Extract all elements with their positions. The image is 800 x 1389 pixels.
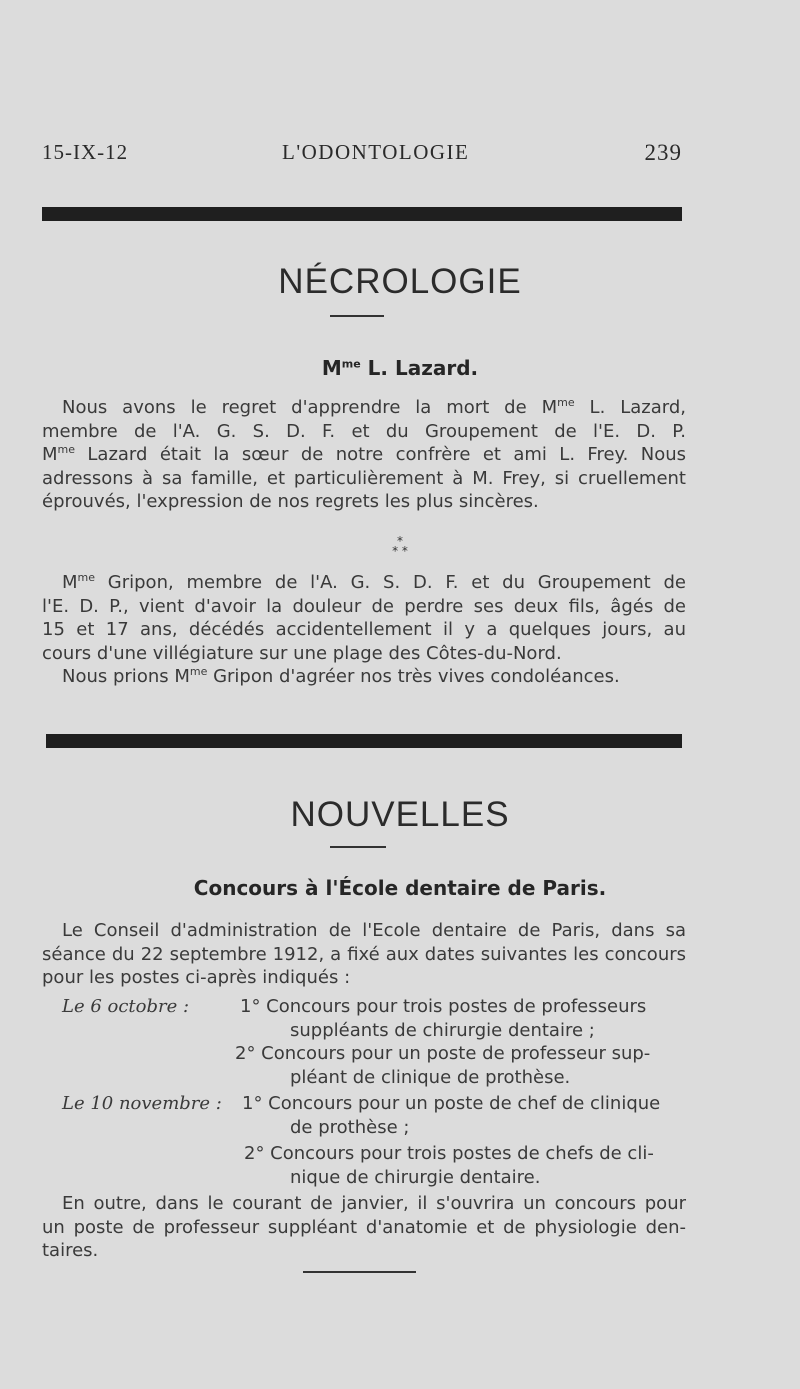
end-rule bbox=[303, 1271, 416, 1273]
schedule-item-1: 1° Concours pour trois postes de professeurs bbox=[240, 996, 647, 1017]
necrologie-title-underline bbox=[330, 315, 384, 317]
asterism-bottom: * * bbox=[392, 544, 408, 558]
schedule-entry-4 bbox=[62, 1142, 686, 1189]
para2-line-5: Nous prions $M^{me}$ Gripon d'agréer nos très vives condoléances. bbox=[62, 665, 620, 687]
section-divider-top bbox=[42, 207, 682, 221]
para1-line-1: Nous avons le regret d'apprendre la mort de $M^{me}$ L. Lazard, bbox=[62, 396, 686, 418]
schedule-item-2-cont: pléant de clinique de prothèse. bbox=[290, 1066, 571, 1088]
asterism-top: * bbox=[397, 534, 403, 548]
para1-line-4: adressons à sa famille, et particulièrement à M. Frey, si cruellement bbox=[42, 467, 686, 489]
running-header bbox=[42, 140, 682, 170]
schedule-item-2: 2° Concours pour un poste de professeur sup- bbox=[235, 1043, 651, 1064]
necrologie-subtitle bbox=[0, 356, 800, 380]
nouvelles-title-underline bbox=[330, 846, 386, 848]
intro-line-3: pour les postes ci-après indiqués : bbox=[42, 967, 351, 988]
nouvelles-intro bbox=[42, 919, 686, 990]
schedule-entry-3 bbox=[62, 1092, 686, 1139]
para1-line-2: membre de l'A. G. S. D. F. et du Groupement de l'E. D. P. bbox=[42, 420, 686, 442]
nouvelles-outro bbox=[42, 1192, 686, 1263]
schedule-item-4: 2° Concours pour trois postes de chefs de cli- bbox=[244, 1143, 654, 1164]
schedule-item-3: 1° Concours pour un poste de chef de clinique bbox=[242, 1093, 661, 1114]
schedule-entry-2 bbox=[62, 1042, 686, 1089]
para2-line-3: 15 et 17 ans, décédés accidentellement il y a quelques jours, au bbox=[42, 619, 686, 640]
outro-line-2: un poste de professeur suppléant d'anatomie et de physiologie den- bbox=[42, 1216, 686, 1238]
para1-line-3: $M^{me}$ Lazard était la sœur de notre confrère et ami L. Frey. Nous bbox=[42, 443, 686, 465]
schedule-item-3-cont: de prothèse ; bbox=[290, 1116, 410, 1138]
para2-line-2: l'E. D. P., vient d'avoir la douleur de perdre ses deux fils, âgés de bbox=[42, 595, 686, 617]
necrologie-paragraph-2 bbox=[42, 571, 686, 689]
necrologie-paragraph-1 bbox=[42, 396, 686, 514]
para2-line-1: $M^{me}$ Gripon, membre de l'A. G. S. D. F. et du Groupement de bbox=[62, 571, 686, 593]
nouvelles-title: NOUVELLES bbox=[290, 795, 510, 834]
intro-line-2: séance du 22 septembre 1912, a fixé aux dates suivantes les concours bbox=[42, 943, 686, 965]
schedule-entry-1 bbox=[62, 995, 686, 1042]
subtitle-prefix: M bbox=[321, 356, 342, 380]
schedule-item-4-cont: nique de chirurgie dentaire. bbox=[290, 1166, 541, 1188]
header-page-number: 239 bbox=[644, 140, 682, 165]
nouvelles-subtitle: Concours à l'École dentaire de Paris. bbox=[193, 876, 607, 900]
asterism bbox=[0, 536, 800, 556]
para1-line-5: éprouvés, l'expression de nos regrets les plus sincères. bbox=[42, 491, 539, 512]
header-journal-title: L'ODONTOLOGIE bbox=[282, 140, 470, 164]
subtitle-sup: me bbox=[341, 357, 361, 371]
section-divider-middle bbox=[46, 734, 682, 748]
para2-line-4: cours d'une villégiature sur une plage des Côtes-du-Nord. bbox=[42, 642, 562, 664]
intro-line-1: Le Conseil d'administration de l'Ecole dentaire de Paris, dans sa bbox=[62, 920, 686, 941]
header-date: 15-IX-12 bbox=[42, 140, 129, 164]
schedule-date-1: Le 6 octobre : bbox=[62, 996, 190, 1017]
necrologie-title: NÉCROLOGIE bbox=[278, 262, 522, 301]
schedule-date-3: Le 10 novembre : bbox=[62, 1093, 222, 1114]
schedule-item-1-cont: suppléants de chirurgie dentaire ; bbox=[290, 1019, 595, 1041]
subtitle-rest: L. Lazard. bbox=[360, 356, 479, 380]
outro-line-3: taires. bbox=[42, 1240, 99, 1261]
outro-line-1: En outre, dans le courant de janvier, il s'ouvrira un concours pour bbox=[62, 1193, 686, 1214]
